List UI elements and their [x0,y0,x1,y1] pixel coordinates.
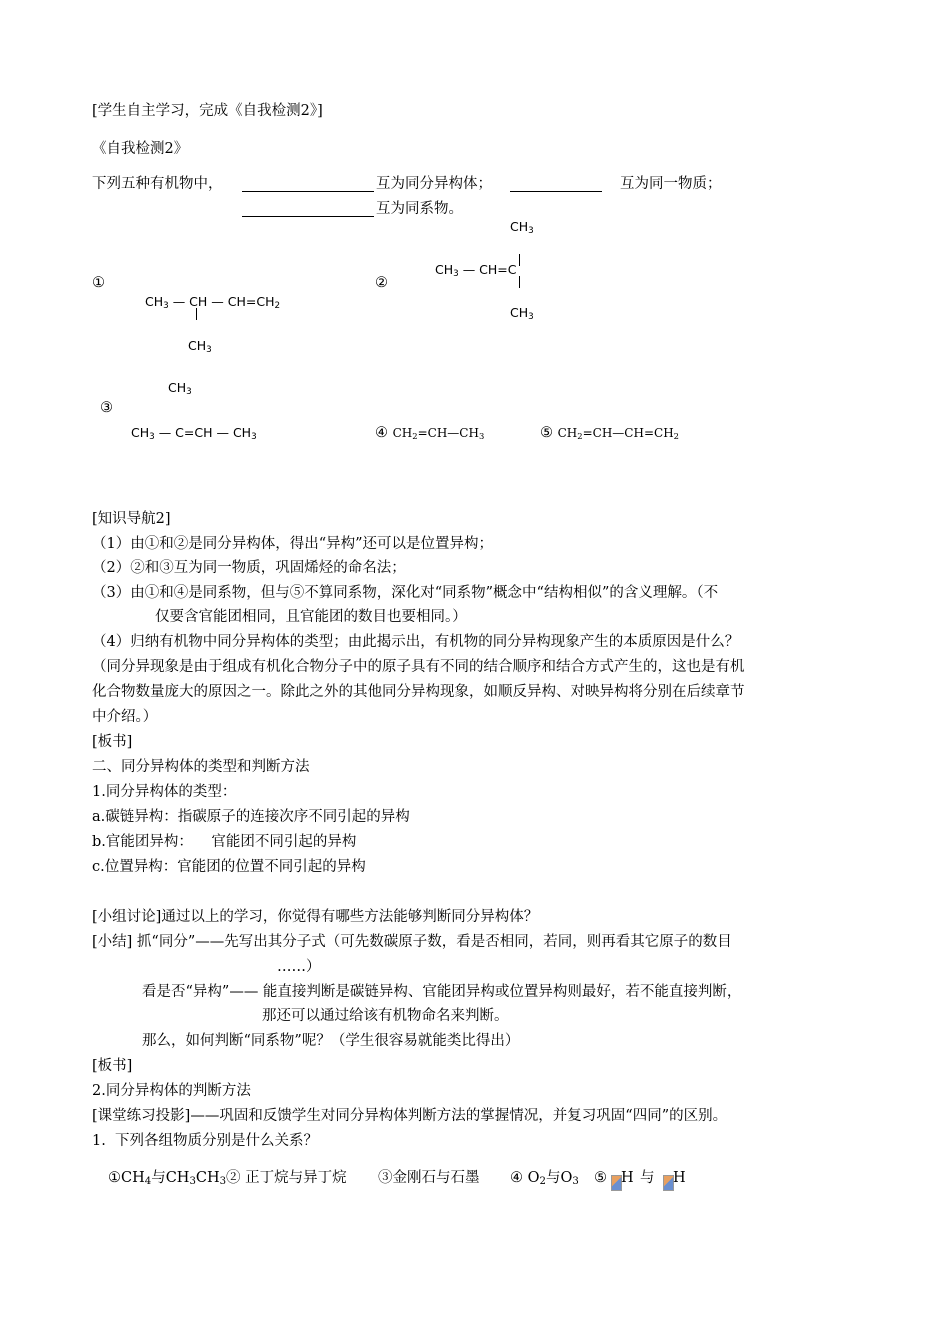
type-b: b.官能团异构： 官能团不同引起的异构 [92,834,357,850]
structure-3-main: $CH_3$ — C=CH — $CH_3$ [131,425,257,442]
homolog-blank[interactable] [242,216,374,217]
knowledge-point-3-cont: 仅要含官能团相同，且官能团的数目也要相同。） [155,609,467,625]
structure-2-main: $CH_3$ — CH=C [435,262,517,279]
pair-2: ② 正丁烷与异丁烷 [226,1170,347,1186]
structure-3-number: ③ [100,400,113,416]
structure-1-number: ① [92,275,105,291]
summary-3: 那么，如何判断“同系物”呢？（学生很容易就能类比得出） [142,1033,520,1049]
structure-2-bond-top [519,254,520,266]
section-heading: 二、同分异构体的类型和判断方法 [92,759,310,775]
pair-1: $①CH_4$与$CH_3CH_3$ [108,1170,227,1187]
structure-3-top: $CH_3$ [168,380,192,397]
isotope-h-1: H [621,1170,634,1186]
types-subheading: 1.同分异构体的类型： [92,784,237,800]
structure-2-number: ② [375,275,388,291]
question-homolog: 互为同系物。 [376,201,463,217]
practice-question-1: 1. 下列各组物质分别是什么关系？ [92,1133,319,1149]
knowledge-explain-1: （同分异现象是由于组成有机化合物分子中的原子具有不同的结合顺序和结合方式产生的，这也是有机 [92,659,745,675]
knowledge-point-4: （4）归纳有机物中同分异构体的类型；由此揭示出，有机物的同分异构现象产生的本质原因是什么？ [92,634,740,650]
structure-2-bottom: $CH_3$ [510,305,534,322]
group-discussion: [小组讨论]通过以上的学习，你觉得有哪些方法能够判断同分异构体？ [92,909,539,925]
pair-5-and: 与 [640,1170,655,1186]
test-title: 《自我检测2》 [92,141,189,157]
knowledge-title: [知识导航2] [92,511,171,527]
structure-4: ④ $CH_2=CH—CH_3$ [375,425,485,441]
type-a: a.碳链异构：指碳原子的连接次序不同引起的异构 [92,809,410,825]
summary-1-cont: ……） [277,959,321,975]
summary-2-cont: 那还可以通过给该有机物命名来判断。 [262,1008,509,1024]
summary-1: [小结] 抓“同分”——先写出其分子式（可先数碳原子数，看是否相同，若同，则再看其它原子的数目 [92,934,732,950]
structure-1-branch: $CH_3$ [188,338,212,355]
structure-1-bond [196,308,197,320]
structure-5: ⑤ $CH_2=CH—CH=CH_2$ [540,425,680,441]
structure-2-bond-bottom [519,276,520,288]
pair-4: ④ $O_2$与$O_3$ [510,1170,579,1187]
method-subheading: 2.同分异构体的判断方法 [92,1083,251,1099]
question-same: 互为同一物质； [620,176,722,192]
question-lead: 下列五种有机物中， [92,176,223,192]
pair-3: ③金刚石与石墨 [378,1170,480,1186]
knowledge-explain-2: 化合物数量庞大的原因之一。除此之外的其他同分异构现象，如顺反异构、对映异构将分别在后续章节 [92,684,745,700]
same-blank[interactable] [510,191,602,192]
question-isomer: 互为同分异构体； [376,176,492,192]
knowledge-explain-3: 中介绍。） [92,709,158,725]
type-c: c.位置异构：官能团的位置不同引起的异构 [92,859,366,875]
board-tag-1: [板书] [92,734,133,750]
knowledge-point-3: （3）由①和④是同系物，但与⑤不算同系物，深化对“同系物”概念中“结构相似”的含义理解。（不 [92,585,719,601]
pair-5-number: ⑤ [594,1170,607,1186]
structure-2-top: $CH_3$ [510,219,534,236]
board-tag-2: [板书] [92,1058,133,1074]
summary-2: 看是否“异构”—— 能直接判断是碳链异构、官能团异构或位置异构则最好，若不能直接判断， [142,984,742,1000]
knowledge-point-1: （1）由①和②是同分异构体，得出“异构”还可以是位置异构； [92,536,494,552]
isomer-blank[interactable] [242,191,374,192]
structure-1-main: $CH_3$ — CH — $CH=CH_2$ [145,294,281,311]
intro-text: [学生自主学习，完成《自我检测2》] [92,103,323,119]
practice-intro: [课堂练习投影]——巩固和反馈学生对同分异构体判断方法的掌握情况，并复习巩固“四同”的区别。 [92,1108,728,1124]
isotope-h-2: H [673,1170,686,1186]
knowledge-point-2: （2）②和③互为同一物质，巩固烯烃的命名法； [92,560,406,576]
